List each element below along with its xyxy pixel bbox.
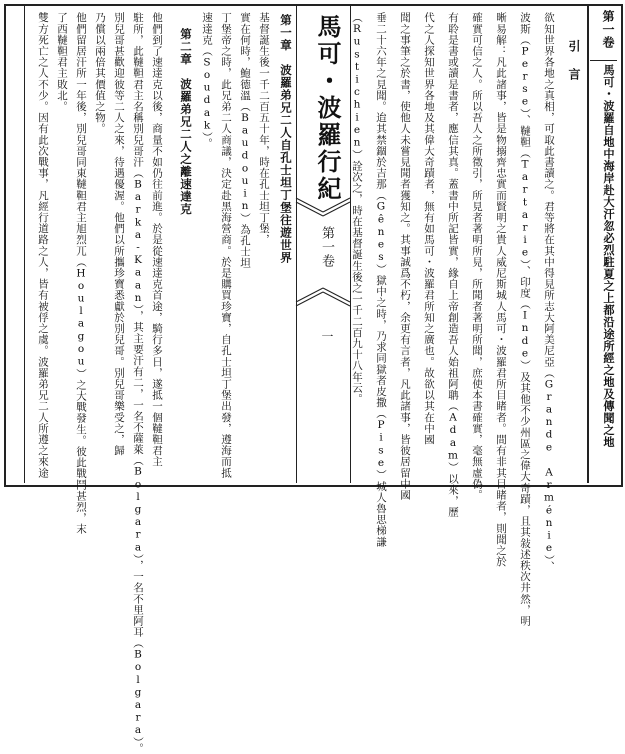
left-margin-rule bbox=[24, 6, 25, 483]
preface-line: （Rustichien）詮次之，時在基督誕生後之一千二百九十八年云。 bbox=[351, 12, 363, 405]
preface-line: 垂二十六年之見聞。迨其禁錮於吉那（Gênes）獄中之時，乃求同獄者皮撒（Pise）城人魯思梯謙 bbox=[375, 12, 387, 548]
header-divider bbox=[587, 6, 589, 483]
chapter2-line: 他們留居汗所一年後，別兒哥同東韃靼君主旭烈兀（Houlagou）之大戰發生。彼此戰鬥甚烈，末 bbox=[75, 12, 87, 535]
chapter2-heading: 第二章 波羅弟兄二人之離速達克 bbox=[179, 28, 193, 216]
chapter2-line: 了西韃靼君主敗北。 bbox=[56, 12, 68, 112]
chapter2-line: 駐所，此韃靼君主名稱別兒哥汗（Barka-Kaan），其主要汗有二，一名不薩萊（Bolgara），一名不里阿耳（Bolgara）。 bbox=[132, 12, 144, 754]
center-right-rule bbox=[350, 6, 351, 483]
preface-line: 晰易解：凡此諸事，皆是物搦齊忠實而賢明之貴人威尼斯城人馬可・波羅君所目睹者。間有非其目睹者，則聞之於 bbox=[495, 12, 507, 567]
chapter2-line: 別兒哥甚歡迎彼等二人之來，待遇優渥。他們以所攜珍寶悉獻於別兒哥。別兒哥樂受之，歸 bbox=[113, 12, 125, 456]
chapter1-line: 基督誕生後一千二百五十年，時在孔士坦丁堡， bbox=[258, 12, 270, 246]
preface-line: 波斯（Perse）、韃靼（Tartarie）、印度（Inde）及其他不少州區之偉大奇蹟，且其敍述秩次井然，明 bbox=[519, 12, 531, 627]
preface-line: 聞之事筆之於書，使他人未嘗見聞者獲知之。其事誠爲不朽，余更有言者，凡此諸事，皆彼居留中國 bbox=[399, 12, 411, 501]
chapter1-line: 丁堡帝之時，此兄弟二人商議，決定赴黑海營商。於是購買珍寶，自孔士坦丁堡出發，遵海而抵 bbox=[220, 12, 232, 479]
center-volume-label: 第一卷 bbox=[319, 226, 334, 268]
preface-line: 代之人探知世界各地及其偉大奇蹟者，無有如馬可・波羅君所知之廣也。故欲以其在中國 bbox=[423, 12, 435, 445]
preface-line: 有聆是書或讀是書者，應信其真。蓋書中所記皆實，緣自上帝創造吾人始祖阿聃（Adam）以來，歷 bbox=[447, 12, 459, 518]
chapter2-line: 雙方死亡之人不少。因有此次戰事，凡經行道路之人，皆有被俘之虞。波羅弟兄二人所遵之來途 bbox=[37, 12, 49, 479]
header-title: 馬可・波羅自地中海岸赴大汗忽必烈駐夏之上都沿途所經之地及傳聞之地 bbox=[602, 64, 616, 448]
chapter2-line: 乃償以兩倍其價值之物。 bbox=[94, 12, 106, 135]
chapter1-heading: 第一章 波羅弟兄二人自孔士坦丁堡往遊世界 bbox=[279, 14, 293, 264]
preface-heading: 引 言 bbox=[567, 40, 581, 81]
preface-line: 確實可信之人。所以吾人之所徵引，所見者著明所見，所聞者著明所聞，庶使本書確實，毫無虛偽。 bbox=[471, 12, 483, 501]
volume-label: 第一卷 bbox=[601, 10, 615, 49]
page-number: 一 bbox=[320, 330, 334, 343]
chapter1-line: 速達克（Soudak）。 bbox=[201, 12, 213, 149]
chapter2-line: 他們到了速達克以後，商量不如仍往前進。於是從速達克首途，騎行多日，遂抵一個韃靼君主 bbox=[151, 12, 163, 468]
chapter1-line: 實在何時，鮑德溫（Baudouin）為孔士坦 bbox=[239, 12, 251, 269]
header-sub-divider bbox=[590, 60, 617, 61]
book-title: 馬可・波羅行紀 bbox=[313, 14, 342, 203]
preface-line: 欲知世界各地之真相，可取此書讀之。君等將在其中得見所志大阿美尼亞（Grande Arménie）、 bbox=[543, 12, 555, 572]
